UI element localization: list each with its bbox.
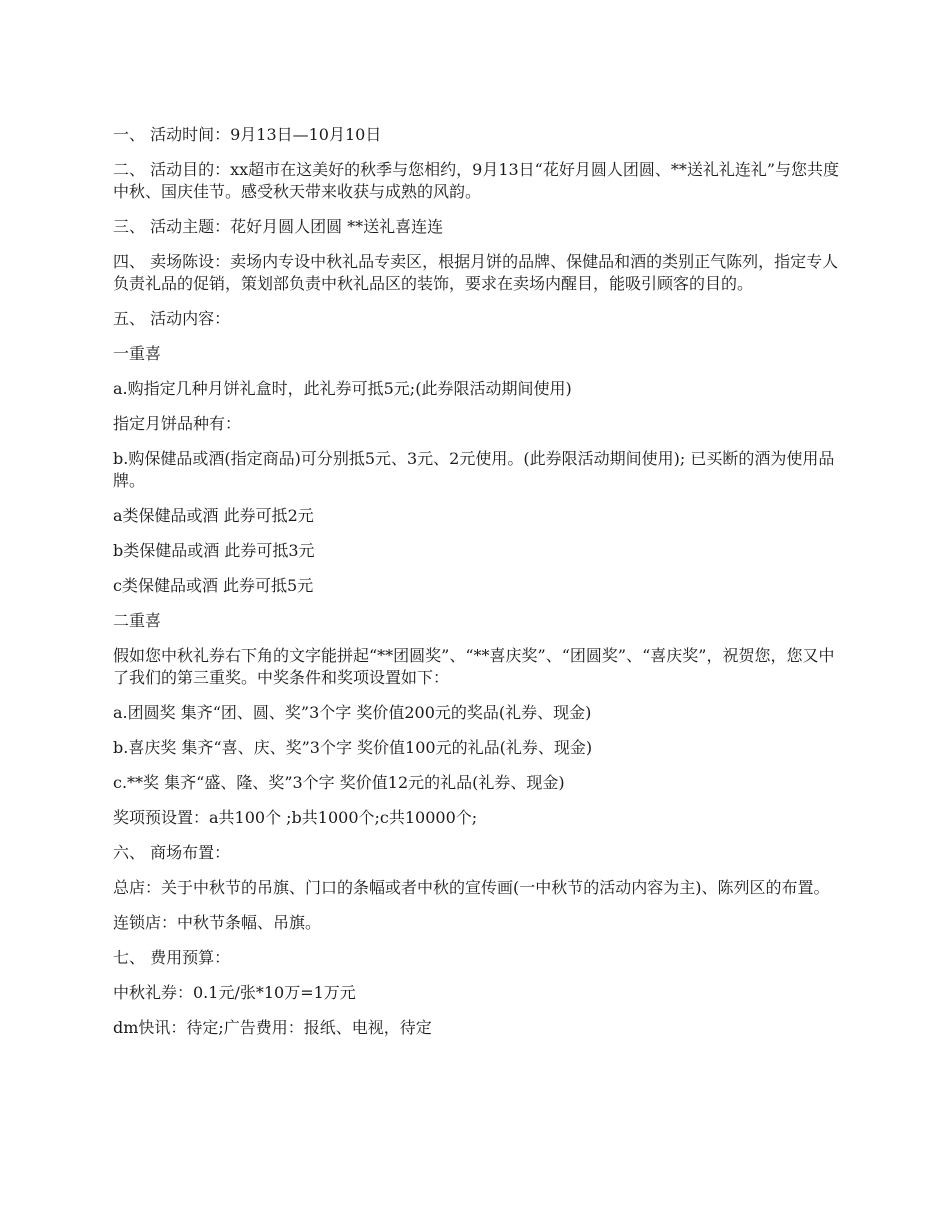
paragraph-class-b: b类保健品或酒 此券可抵3元: [113, 541, 315, 560]
paragraph-store-layout-heading: 六、 商场布置：: [113, 843, 231, 862]
paragraph-activity-content-heading: 五、 活动内容：: [113, 309, 231, 328]
paragraph-activity-time: 一、 活动时间：9月13日—10月10日: [113, 125, 382, 144]
paragraph-mooncake-varieties: 指定月饼品种有：: [113, 414, 242, 433]
paragraph-first-joy-a: a.购指定几种月饼礼盒时，此礼券可抵5元;(此券限活动期间使用): [113, 379, 572, 398]
paragraph-second-joy-intro: 假如您中秋礼券右下角的文字能拼起“**团圆奖”、“**喜庆奖”、“团圆奖”、“喜庆奖”，祝贺您，您又中了我们的第三重奖。中奖条件和奖项设置如下：: [113, 646, 835, 687]
document-body: [113, 124, 843, 1052]
paragraph-store-display: 四、 卖场陈设：卖场内专设中秋礼品专卖区，根据月饼的品牌、保健品和酒的类别正气陈列，指定专人负责礼品的促销，策划部负责中秋礼品区的装饰，要求在卖场内醒目，能吸引顾客的目的。: [113, 252, 839, 293]
paragraph-first-joy-b: b.购保健品或酒(指定商品)可分别抵5元、3元、2元使用。(此券限活动期间使用); 已买断的酒为使用品牌。: [113, 449, 835, 490]
paragraph-first-joy-heading: 一重喜: [113, 344, 162, 363]
paragraph-activity-purpose: 二、 活动目的：xx超市在这美好的秋季与您相约，9月13日“花好月圆人团圆、**送礼礼连礼”与您共度中秋、国庆佳节。感受秋天带来收获与成熟的风韵。: [113, 160, 840, 201]
paragraph-main-store: 总店：关于中秋节的吊旗、门口的条幅或者中秋的宣传画(一中秋节的活动内容为主)、陈列区的布置。: [113, 878, 830, 897]
paragraph-prize-a: a.团圆奖 集齐“团、圆、奖”3个字 奖价值200元的奖品(礼券、现金): [113, 703, 592, 722]
paragraph-class-a: a类保健品或酒 此券可抵2元: [113, 506, 314, 525]
paragraph-chain-store: 连锁店：中秋节条幅、吊旗。: [113, 913, 322, 932]
paragraph-prize-c: c.**奖 集齐“盛、隆、奖”3个字 奖价值12元的礼品(礼券、现金): [113, 773, 565, 792]
paragraph-prize-b: b.喜庆奖 集齐“喜、庆、奖”3个字 奖价值100元的礼品(礼券、现金): [113, 738, 593, 757]
paragraph-class-c: c类保健品或酒 此券可抵5元: [113, 576, 314, 595]
paragraph-prize-quota: 奖项预设置：a共100个 ;b共1000个;c共10000个;: [113, 808, 478, 827]
paragraph-activity-theme: 三、 活动主题：花好月圆人团圆 **送礼喜连连: [113, 217, 444, 236]
paragraph-budget-heading: 七、 费用预算：: [113, 948, 231, 967]
paragraph-dm-cost: dm快讯：待定;广告费用：报纸、电视，待定: [113, 1018, 432, 1037]
paragraph-voucher-cost: 中秋礼券：0.1元/张*10万=1万元: [113, 983, 356, 1002]
paragraph-second-joy-heading: 二重喜: [113, 611, 162, 630]
